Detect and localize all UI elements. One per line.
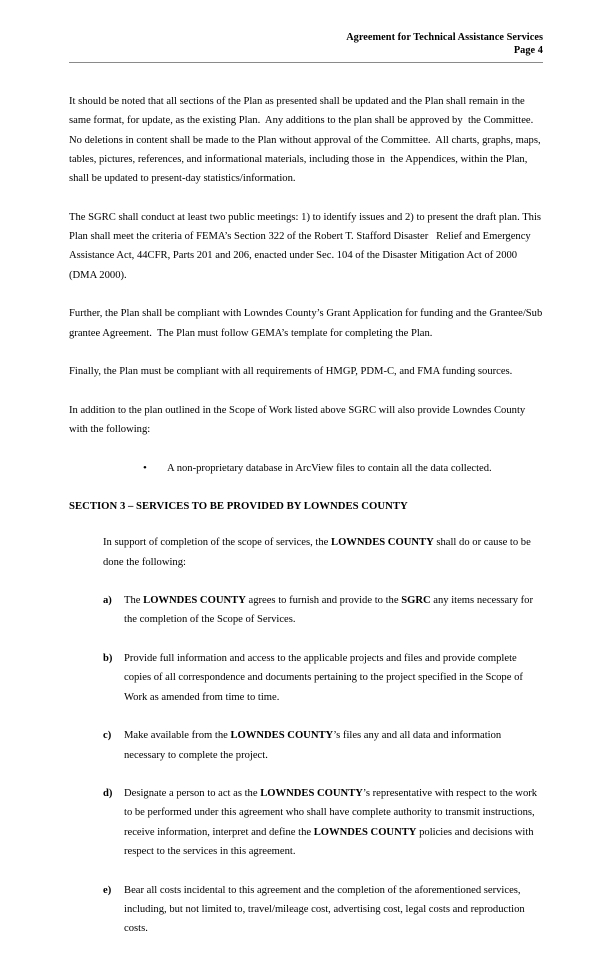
body-text: ’s files any and all data and information necessary to complete the project.	[124, 730, 504, 761]
section-3-intro-prefix: In support of completion of the scope of services, the	[103, 537, 331, 549]
body-text: agrees to furnish and provide to the	[245, 595, 402, 607]
list-item	[69, 591, 543, 630]
paragraph-funding-sources: Finally, the Plan must be compliant with all requirements of HMGP, PDM-C, and FMA funding sources.	[69, 366, 513, 378]
section-3-lettered-list	[69, 591, 543, 938]
emphasis-text: LOWNDES COUNTY	[230, 730, 334, 742]
list-item	[69, 784, 543, 861]
document-body	[69, 92, 543, 958]
header-page-number: Page 4	[513, 45, 543, 57]
list-item-text	[124, 784, 543, 861]
list-item-marker: a)	[103, 595, 112, 607]
body-text: any items necessary for the completion of the Scope of Services.	[124, 595, 536, 626]
paragraph-additional-deliverables: In addition to the plan outlined in the Scope of Work listed above SGRC will also provide Lowndes County with the following:	[69, 404, 528, 436]
bullet-icon: •	[143, 461, 147, 474]
body-text: Make available from the	[124, 730, 231, 742]
list-item-marker: e)	[103, 884, 112, 896]
header-divider	[69, 62, 543, 63]
list-item-text	[124, 881, 543, 939]
emphasis-text: LOWNDES COUNTY	[260, 788, 363, 800]
page-header	[69, 31, 543, 57]
emphasis-text: LOWNDES COUNTY	[313, 826, 417, 838]
section-3-intro	[69, 533, 543, 572]
list-item-text	[124, 726, 543, 765]
body-text: Provide full information and access to the applicable projects and files and provide complete copies of all correspondence and documents pertaining to the project specified in the Scope of Work as amended from time to time.	[124, 653, 526, 703]
section-3-intro-bold: LOWNDES COUNTY	[331, 537, 434, 549]
list-item-text	[124, 591, 543, 630]
list-item	[69, 459, 543, 478]
list-item	[69, 881, 543, 939]
paragraph-plan-format: It should be noted that all sections of the Plan as presented shall be updated and the Plan shall remain in the same format, for update, as the existing Plan. Any additions to the plan shall be approved by the Committee. No deletions in content shall be made to the Plan without approval of the Committee. All charts, graphs, maps, tables, pictures, references, and informational materials, including those in the Appendices, within the Plan, shall be updated to present-day statistics/information.	[69, 96, 544, 185]
paragraph-sgrc-meetings: The SGRC shall conduct at least two public meetings: 1) to identify issues and 2) to present the draft plan. This Plan shall meet the criteria of FEMA’s Section 322 of the Robert T. Stafford Disaster Relief and Emergency Assistance Act, 44CFR, Parts 201 and 206, enacted under Sec. 104 of the Disaster Mitigation Act of 2000 (DMA 2000).	[69, 211, 544, 281]
body-text: ’s representative with respect to the work to be performed under this agreement who shall have complete authority to transmit instructions, receive information, interpret and define the	[124, 788, 540, 838]
list-item	[69, 649, 543, 707]
paragraph-grant-compliance: Further, the Plan shall be compliant with Lowndes County’s Grant Application for funding and the Grantee/Sub grantee Agreement. The Plan must follow GEMA’s template for completing the Plan.	[69, 308, 545, 339]
body-text: The	[124, 595, 144, 607]
list-item-marker: b)	[103, 653, 113, 665]
body-text: policies and decisions with respect to the services in this agreement.	[124, 826, 537, 857]
emphasis-text: SGRC	[401, 595, 431, 607]
list-item	[69, 726, 543, 765]
section-3-intro-suffix: shall do or cause to be done the following:	[103, 537, 534, 568]
section-3-heading: SECTION 3 – SERVICES TO BE PROVIDED BY LOWNDES COUNTY	[69, 499, 408, 512]
body-text: Designate a person to act as the	[124, 788, 261, 800]
header-title: Agreement for Technical Assistance Services	[346, 32, 543, 43]
body-text: Bear all costs incidental to this agreement and the completion of the aforementioned services, including, but not limited to, travel/mileage cost, advertising cost, legal costs and reproduction costs.	[124, 884, 528, 935]
list-item-marker: d)	[103, 788, 113, 800]
bullet-item-text: A non-proprietary database in ArcView files to contain all the data collected.	[167, 462, 492, 474]
list-item-text	[124, 649, 543, 707]
emphasis-text: LOWNDES COUNTY	[143, 595, 246, 607]
deliverables-bullet-list	[69, 459, 543, 478]
list-item-marker: c)	[103, 730, 112, 742]
